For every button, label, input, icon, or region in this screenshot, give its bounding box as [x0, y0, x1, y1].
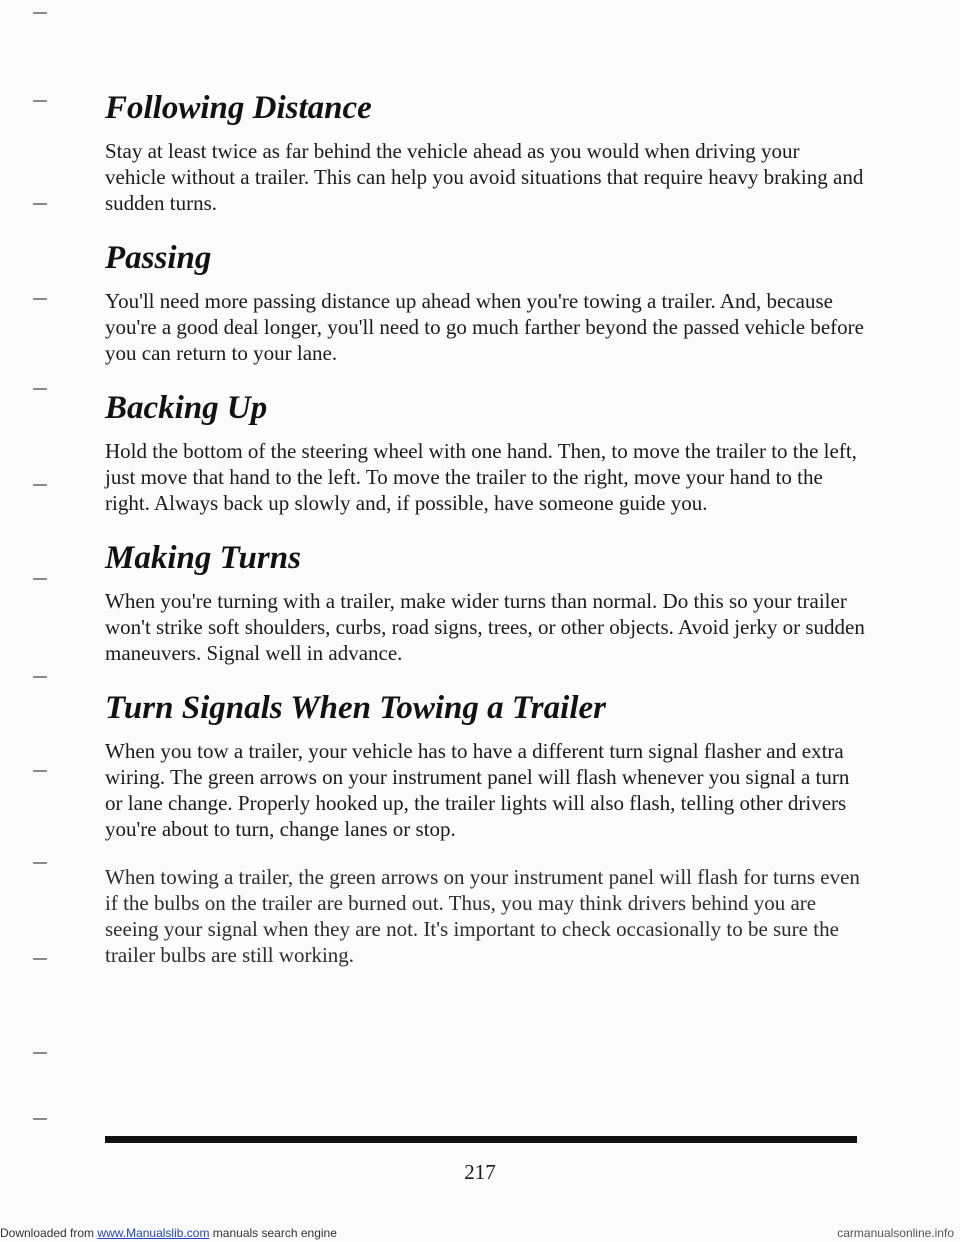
margin-mark	[33, 958, 47, 960]
margin-mark	[33, 12, 47, 14]
page-number: 217	[464, 1160, 496, 1184]
margin-mark	[33, 298, 47, 300]
margin-mark	[33, 388, 47, 390]
section-heading: Following Distance	[105, 90, 372, 126]
section-heading: Turn Signals When Towing a Trailer	[105, 690, 606, 726]
section-paragraph: When you tow a trailer, your vehicle has to have a different turn signal flasher and extra wiring. The green arrows on your instrument panel will flash whenever you signal a turn or lane change. Properly hooked up, the trailer lights will also flash, telling other drivers you're about to turn, change lanes or stop.	[105, 739, 850, 841]
manualslib-link[interactable]: www.Manualslib.com	[97, 1226, 210, 1240]
margin-mark	[33, 578, 47, 580]
section-heading: Making Turns	[105, 540, 301, 576]
section-following-distance	[105, 88, 865, 216]
section-paragraph: When you're turning with a trailer, make wider turns than normal. Do this so your trailer won't strike soft shoulders, curbs, road signs, trees, or other objects. Avoid jerky or sudden maneuvers. Signal well in advance.	[105, 589, 865, 665]
margin-mark	[33, 1052, 47, 1054]
margin-mark	[33, 1118, 47, 1120]
section-passing	[105, 238, 865, 366]
margin-mark	[33, 100, 47, 102]
section-backing-up	[105, 388, 865, 516]
section-paragraph: When towing a trailer, the green arrows on your instrument panel will flash for turns even if the bulbs on the trailer are burned out. Thus, you may think drivers behind you are seeing your signal when they are not. It's important to check occasionally to be sure the trailer bulbs are still working.	[105, 865, 860, 967]
section-turn-signals	[105, 688, 865, 968]
margin-mark	[33, 862, 47, 864]
section-paragraph: Hold the bottom of the steering wheel with one hand. Then, to move the trailer to the left, just move that hand to the left. To move the trailer to the right, move your hand to the right. Always back up slowly and, if possible, have someone guide you.	[105, 439, 857, 515]
margin-mark	[33, 676, 47, 678]
section-heading: Passing	[105, 240, 212, 276]
footer-rule	[105, 1136, 857, 1143]
margin-mark	[33, 484, 47, 486]
section-paragraph: You'll need more passing distance up ahead when you're towing a trailer. And, because you're a good deal longer, you'll need to go much farther beyond the passed vehicle before you can return to your lane.	[105, 289, 864, 365]
download-footer	[0, 1226, 337, 1240]
section-heading: Backing Up	[105, 390, 268, 426]
watermark-text: carmanualsonline.info	[837, 1226, 954, 1240]
footer-suffix: manuals search engine	[212, 1226, 337, 1240]
margin-mark	[33, 770, 47, 772]
section-paragraph: Stay at least twice as far behind the vehicle ahead as you would when driving your vehicle without a trailer. This can help you avoid situations that require heavy braking and sudden turns.	[105, 139, 864, 215]
footer-prefix: Downloaded from	[0, 1226, 95, 1240]
page-content	[105, 88, 865, 990]
section-making-turns	[105, 538, 865, 666]
margin-mark	[33, 203, 47, 205]
